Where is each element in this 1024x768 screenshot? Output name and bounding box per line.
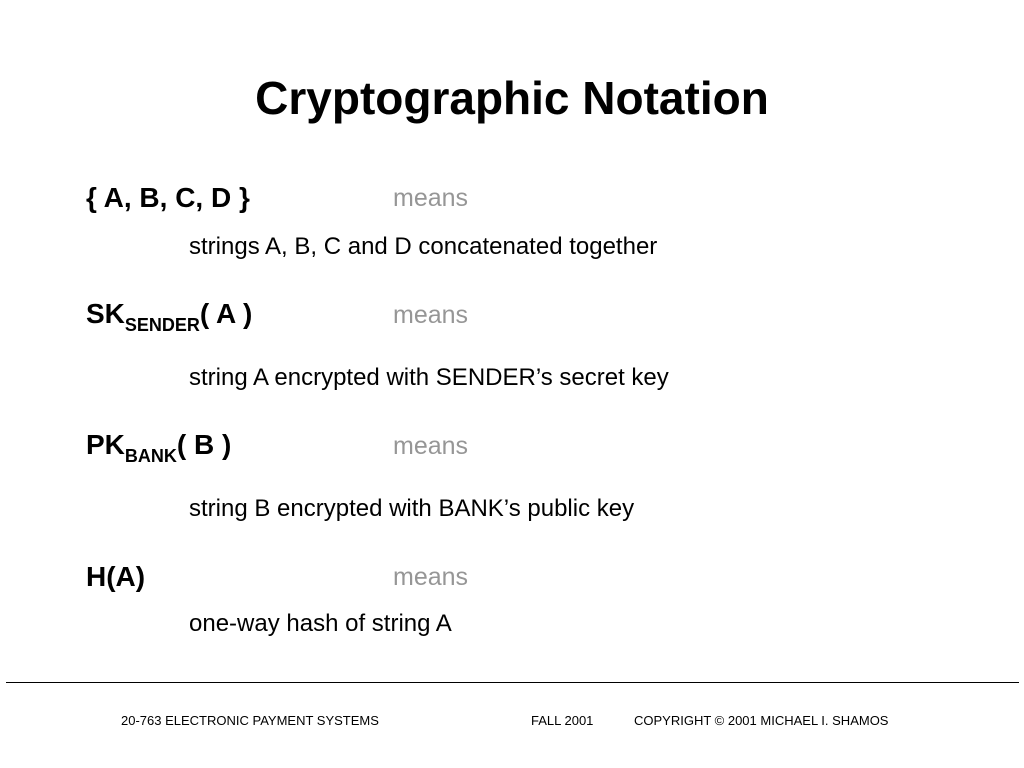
definition-concatenation: strings A, B, C and D concatenated together (189, 233, 658, 260)
term-argument: ( B ) (176, 429, 232, 460)
definition-secret-key: string A encrypted with SENDER’s secret key (189, 364, 669, 391)
definition-hash: one-way hash of string A (189, 610, 452, 637)
means-label: means (393, 432, 469, 460)
term-subscript: BANK (124, 446, 177, 466)
term-concatenation: { A, B, C, D } (86, 182, 250, 213)
definition-public-key: string B encrypted with BANK’s public key (189, 495, 635, 522)
means-label: means (393, 563, 469, 591)
term-public-key (86, 428, 232, 466)
footer-divider (6, 682, 1019, 683)
slide-title: Cryptographic Notation (255, 72, 769, 124)
footer-copyright: COPYRIGHT © 2001 MICHAEL I. SHAMOS (634, 713, 889, 728)
means-label: means (393, 301, 469, 329)
term-subscript: SENDER (124, 315, 200, 335)
term-hash: H(A) (86, 561, 146, 592)
term-argument: ( A ) (199, 298, 253, 329)
means-label: means (393, 184, 469, 212)
term-secret-key (86, 297, 253, 335)
footer-course: 20-763 ELECTRONIC PAYMENT SYSTEMS (121, 713, 379, 728)
term-main: SK (86, 298, 125, 329)
footer-term: FALL 2001 (531, 713, 594, 728)
term-main: PK (86, 429, 125, 460)
